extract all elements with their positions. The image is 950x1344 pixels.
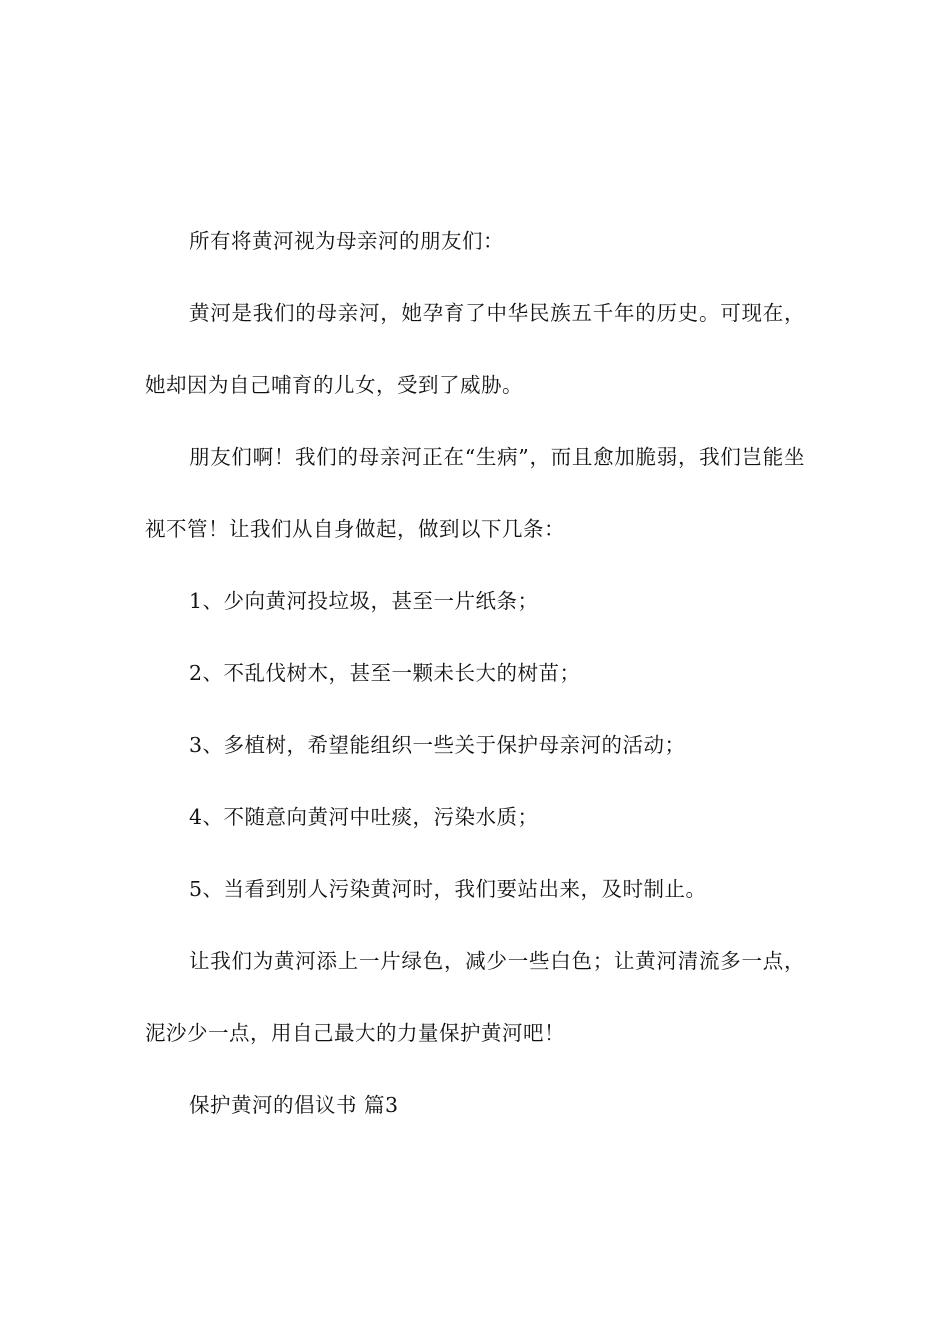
list-item-4: 4、不随意向黄河中吐痰，污染水质； — [189, 805, 539, 829]
list-item-3: 3、多植树，希望能组织一些关于保护母亲河的活动； — [189, 733, 686, 757]
paragraph-intro: 黄河是我们的母亲河，她孕育了中华民族五千年的历史。可现在，她却因为自己哺育的儿女，受到了威胁。 — [145, 301, 805, 397]
salutation: 所有将黄河视为母亲河的朋友们： — [189, 229, 504, 253]
list-item-5: 5、当看到别人污染黄河时，我们要站出来，及时制止。 — [189, 877, 707, 901]
paragraph-closing: 让我们为黄河添上一片绿色，减少一些白色；让黄河清流多一点，泥沙少一点，用自己最大的力量保护黄河吧！ — [145, 949, 805, 1045]
list-item-2: 2、不乱伐树木，甚至一颗未长大的树苗； — [189, 661, 581, 685]
section-heading: 保护黄河的倡议书 篇3 — [189, 1093, 399, 1117]
list-item-1: 1、少向黄河投垃圾，甚至一片纸条； — [189, 589, 539, 613]
document-body — [145, 205, 805, 1141]
paragraph-appeal: 朋友们啊！我们的母亲河正在“生病”，而且愈加脆弱，我们岂能坐视不管！让我们从自身做起，做到以下几条： — [145, 445, 805, 541]
